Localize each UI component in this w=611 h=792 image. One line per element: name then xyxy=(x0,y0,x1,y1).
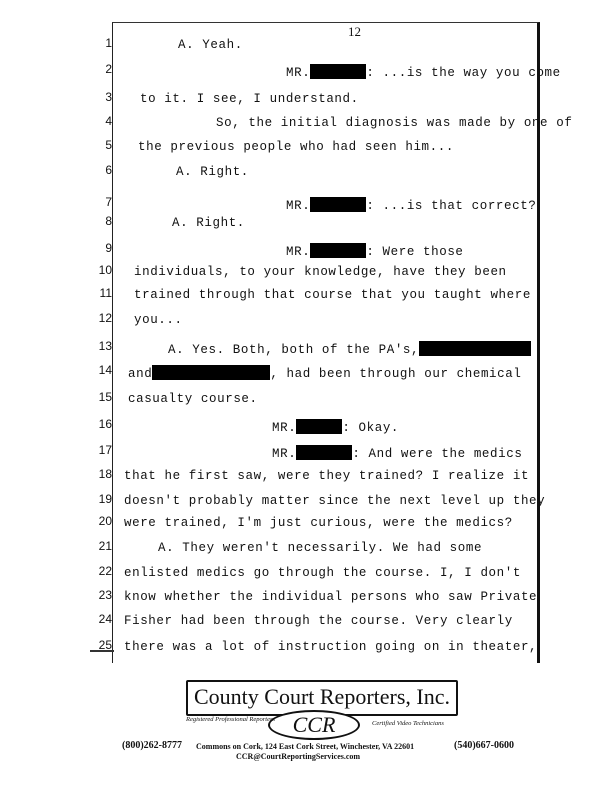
line-text-segment: casualty course. xyxy=(128,392,258,406)
line-text-segment: : Were those xyxy=(366,245,464,259)
line-text-segment: MR. xyxy=(272,447,297,461)
line-number: 8 xyxy=(105,214,112,228)
line-text-segment: trained through that course that you taught where xyxy=(134,288,531,302)
transcript-line xyxy=(124,590,537,604)
line-number: 6 xyxy=(105,163,112,177)
line-number: 4 xyxy=(105,114,112,128)
transcript-line xyxy=(134,265,507,279)
line-text-segment: the previous people who had seen him... xyxy=(138,140,454,154)
line-number: 23 xyxy=(98,588,112,602)
transcript-line xyxy=(172,216,245,230)
transcript-line xyxy=(124,494,545,508)
transcript-line xyxy=(128,392,258,406)
line-text-segment: : Okay. xyxy=(342,421,400,435)
line-text-segment: MR. xyxy=(286,199,311,213)
transcript-line xyxy=(272,445,522,461)
redaction-bar xyxy=(152,365,270,380)
line-number: 14 xyxy=(98,363,112,377)
tagline-left: Registered Professional Reporters xyxy=(186,716,276,723)
line-text-segment: Fisher had been through the course. Very clearly xyxy=(124,614,513,628)
line-number: 2 xyxy=(105,62,112,76)
transcript-line xyxy=(124,469,529,483)
line-text-segment: MR. xyxy=(272,421,297,435)
redaction-bar xyxy=(419,341,531,356)
redaction-bar xyxy=(296,419,342,434)
email: CCR@CourtReportingServices.com xyxy=(236,752,361,761)
line-text-segment: A. Yes. Both, both of the PA's, xyxy=(168,343,420,357)
line-number: 1 xyxy=(105,36,112,50)
line-number: 7 xyxy=(105,195,112,209)
company-logo-box: County Court Reporters, Inc. xyxy=(186,680,458,716)
page-number: 12 xyxy=(348,24,361,39)
line-number: 22 xyxy=(98,564,112,578)
line-text-segment: , had been through our chemical xyxy=(270,367,522,381)
ccr-logo: CCR xyxy=(268,710,360,740)
transcript-line xyxy=(124,614,513,628)
line-text-segment: : And were the medics xyxy=(352,447,523,461)
address: Commons on Cork, 124 East Cork Street, Winchester, VA 22601 xyxy=(196,742,415,751)
line-number: 16 xyxy=(98,417,112,431)
transcript-line xyxy=(134,288,531,302)
line-number: 24 xyxy=(98,612,112,626)
phone-left: (800)262-8777 xyxy=(122,740,182,751)
line-text-segment: you... xyxy=(134,313,183,327)
transcript-line xyxy=(168,341,531,357)
line-text-segment: A. Right. xyxy=(176,165,249,179)
line-number: 20 xyxy=(98,514,112,528)
reporter-footer xyxy=(0,672,611,782)
line-text-segment: A. Yeah. xyxy=(178,38,243,52)
line-text-segment: : ...is the way you come xyxy=(366,66,561,80)
transcript-line xyxy=(178,38,243,52)
transcript-line xyxy=(124,516,513,530)
line-text-segment: to it. I see, I understand. xyxy=(140,92,359,106)
transcript-line xyxy=(128,365,521,381)
line-number: 9 xyxy=(105,241,112,255)
transcript-line xyxy=(124,640,537,654)
line-number: 19 xyxy=(98,492,112,506)
redaction-bar xyxy=(310,64,366,79)
transcript-line xyxy=(134,313,183,327)
transcript-line xyxy=(272,419,399,435)
line-number: 10 xyxy=(98,263,112,277)
line-text-segment: and xyxy=(128,367,153,381)
line-number: 3 xyxy=(105,90,112,104)
line-text-segment: A. Right. xyxy=(172,216,245,230)
redaction-bar xyxy=(310,197,366,212)
line-text-segment: MR. xyxy=(286,245,311,259)
redaction-bar xyxy=(310,243,366,258)
transcript-line xyxy=(286,243,464,259)
tagline-right: Certified Video Technicians xyxy=(372,720,444,727)
transcript-line xyxy=(216,116,572,130)
transcript-line xyxy=(140,92,359,106)
line-text-segment: enlisted medics go through the course. I, I don't xyxy=(124,566,521,580)
line-number: 25 xyxy=(98,638,112,652)
line-text-segment: know whether the individual persons who saw Private xyxy=(124,590,538,604)
redaction-bar xyxy=(296,445,352,460)
line-text-segment: A. They weren't necessarily. We had some xyxy=(158,541,483,555)
line-text-segment: were trained, I'm just curious, were the medics? xyxy=(124,516,513,530)
transcript-line xyxy=(286,64,561,80)
line-number: 13 xyxy=(98,339,112,353)
line-text-segment: there was a lot of instruction going on in theater, xyxy=(124,640,538,654)
transcript-line xyxy=(286,197,536,213)
transcript-line xyxy=(138,140,454,154)
line-number: 11 xyxy=(99,286,112,300)
line-text-segment: MR. xyxy=(286,66,311,80)
line-number: 15 xyxy=(98,390,112,404)
line-number: 12 xyxy=(98,311,112,325)
line-text-segment: So, the initial diagnosis was made by one of xyxy=(216,116,573,130)
line-number: 5 xyxy=(105,138,112,152)
line-number: 17 xyxy=(98,443,112,457)
line-text-segment: individuals, to your knowledge, have they been xyxy=(134,265,507,279)
line-number: 21 xyxy=(98,539,112,553)
line-text-segment: that he first saw, were they trained? I realize it xyxy=(124,469,530,483)
line-number: 18 xyxy=(98,467,112,481)
transcript-line xyxy=(124,566,521,580)
phone-right: (540)667-0600 xyxy=(454,740,514,751)
line-text-segment: : ...is that correct? xyxy=(366,199,537,213)
transcript-line xyxy=(158,541,482,555)
line-text-segment: doesn't probably matter since the next level up they xyxy=(124,494,546,508)
transcript-line xyxy=(176,165,249,179)
